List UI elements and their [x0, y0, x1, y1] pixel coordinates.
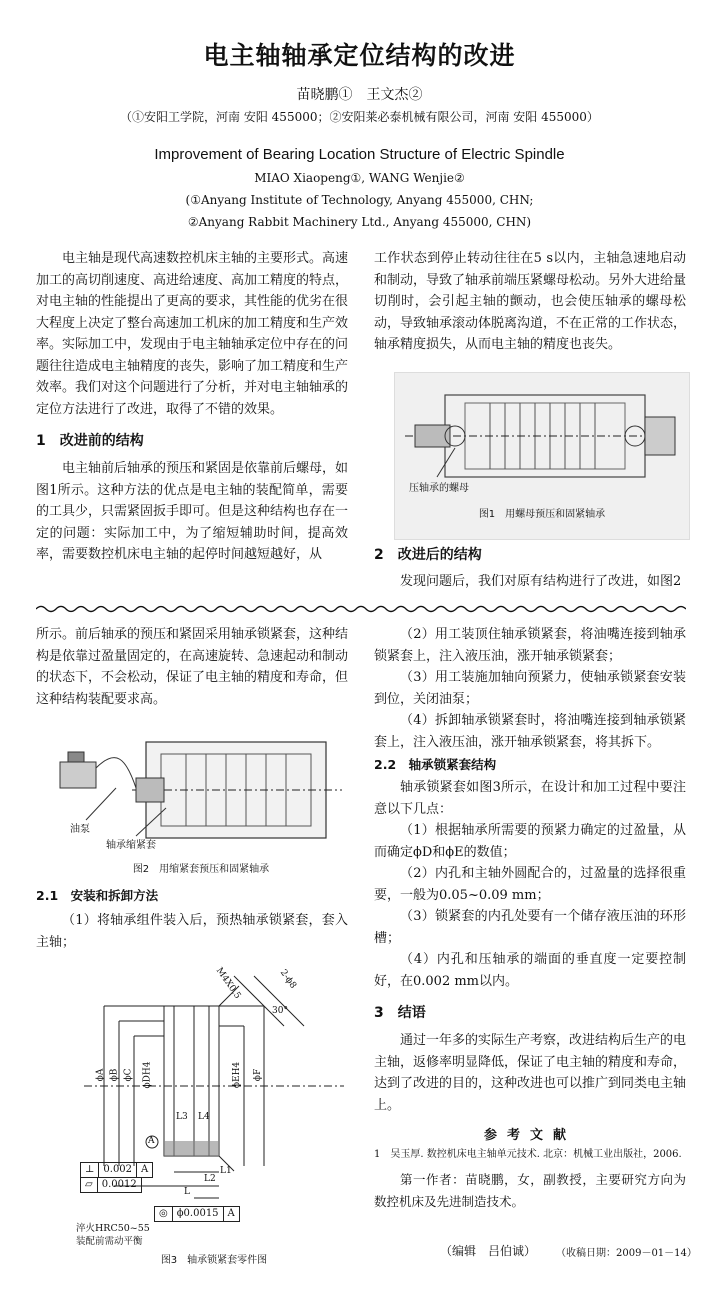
figure-3-caption: 图3 轴承锁紧套零件图 [160, 1255, 268, 1266]
tolerance-value: ϕ0.0015 [173, 1207, 224, 1221]
tolerance-frame-flatness [80, 1177, 142, 1193]
paper-title: 电主轴轴承定位结构的改进 [203, 41, 516, 70]
editor-note: （编辑 吕伯诚） [440, 1244, 537, 1258]
authors-en: MIAO Xiaopeng①, WANG Wenjie② [254, 171, 465, 185]
left-column-top [36, 248, 348, 566]
fig3-dim-L: L [184, 1187, 190, 1197]
affiliation-en-2: ②Anyang Rabbit Machinery Ltd., Anyang 455000, CHN) [187, 215, 532, 229]
fig3-dim-phiC: ϕC [123, 1068, 134, 1082]
fig3-dim-phiA: ϕA [95, 1068, 106, 1082]
tolerance-value: 0.002 [99, 1163, 137, 1177]
figure-1-caption: 图1 用螺母预压和固紧轴承 [478, 509, 606, 520]
section-2-1-heading: 2.1 安装和拆卸方法 [36, 888, 159, 903]
note-1: （1）根据轴承所需要的预紧力确定的过盈量，从而确定ϕD和ϕE的数值； [374, 823, 686, 860]
section-1-paragraph: 电主轴前后轴承的预压和紧固是依靠前后螺母，如图1所示。这种方法的优点是电主轴的装配简单，需要的工具少，只需紧固扳手即可。但是这种结构也存在一定的问题：实际加工中，为了缩短辅助时间，提高效率，需要数控机床电主轴的起停时间越短越好，从 [36, 461, 349, 562]
received-date: （收稿日期：2009－01－14） [556, 1248, 697, 1259]
tolerance-datum: A [227, 1208, 235, 1219]
fig3-dim-L3: L3 [176, 1112, 188, 1122]
fig3-dim-L2: L2 [204, 1174, 216, 1184]
tolerance-frame-concentricity [154, 1206, 240, 1222]
fig3-dim-L4: L4 [198, 1112, 210, 1122]
figure-1-label-nut: 压轴承的螺母 [409, 483, 469, 494]
figure-3 [74, 966, 354, 1266]
fig3-dim-phiEH4: ϕEH4 [232, 1061, 243, 1089]
flatness-icon: ▱ [81, 1178, 98, 1192]
fig3-dim-phiB: ϕB [109, 1068, 120, 1082]
fig3-dim-phiF: ϕF [253, 1068, 264, 1082]
right-column-bottom [374, 624, 686, 1212]
section-2-2-paragraph: 轴承锁紧套如图3所示，在设计和加工过程中要注意以下几点： [374, 780, 686, 817]
fig3-note-balance: 装配前需动平衡 [76, 1236, 143, 1247]
tolerance-frame-perpendicularity [80, 1162, 153, 1178]
affiliation-cn: （①安阳工学院，河南 安阳 455000；②安阳莱必泰机械有限公司，河南 安阳 455000） [120, 110, 599, 124]
fig3-dim-L1: L1 [220, 1166, 232, 1176]
authors-cn: 苗晓鹏① 王文杰② [296, 87, 423, 103]
figure-2-drawing [56, 728, 346, 852]
section-divider [36, 602, 686, 616]
tolerance-datum: A [141, 1164, 149, 1175]
section-3-paragraph: 通过一年多的实际生产考察，改进结构后生产的电主轴，返修率明显降低，保证了电主轴的精度和寿命，达到了改进的目的，这种改进也可以推广到同类电主轴上。 [374, 1033, 687, 1113]
fig3-dim-2phi8: 2-ϕ8 [277, 968, 298, 991]
step-3: （3）用工装施加轴向预紧力，使轴承锁紧套安装到位，关闭油泵； [374, 670, 686, 707]
fig3-note-hardening: 淬火HRC50~55 [76, 1223, 150, 1234]
concentricity-icon: ◎ [155, 1207, 173, 1221]
figure-2-label-pump: 油泵 [70, 824, 90, 835]
references-heading: 参考文献 [483, 1128, 576, 1143]
paper-title-en: Improvement of Bearing Location Structure of Electric Spindle [154, 146, 565, 163]
figure-2-caption: 图2 用缩紧套预压和固紧轴承 [132, 864, 270, 875]
section-1-heading: 1 改进前的结构 [36, 433, 144, 449]
intro-paragraph: 电主轴是现代高速数控机床主轴的主要形式。高速加工的高切削速度、高进给速度、高加工精度的特点，对电主轴的性能提出了更高的要求，其性能的优劣在很大程度上决定了整台高速加工机床的加工精度和生产效率。实际加工中，发现由于电主轴轴承定位中存在的问题往往造成电主轴精度的丧失，影响了加工精度和生产效率。我们对这个问题进行了分析，并对电主轴轴承的定位方法进行了改进，取得了不错的效果。 [36, 251, 349, 417]
right-column-top [374, 248, 686, 356]
note-4: （4）内孔和压轴承的端面的垂直度一定要控制好，在0.002 mm以内。 [374, 952, 686, 989]
figure-1 [394, 372, 690, 540]
tolerance-value: 0.0012 [101, 1179, 137, 1190]
perpendicularity-icon: ⊥ [81, 1163, 99, 1177]
fig3-dim-m4: M4X0.5 [213, 966, 243, 1001]
reference-1: 1 吴玉厚. 数控机床电主轴单元技术. 北京：机械工业出版社，2006. [374, 1149, 682, 1160]
author-note: 第一作者：苗晓鹏，女，副教授，主要研究方向为数控机床及先进制造技术。 [374, 1172, 686, 1209]
continued-paragraph-2: 所示。前后轴承的预压和紧固采用轴承锁紧套，这种结构是依靠过盈量固定的，在高速旋转、急速起动和制动的状态下，不会松动，保证了电主轴的精度和寿命，但这种结构装配要求高。 [36, 627, 349, 707]
note-2: （2）内孔和主轴外圆配合的，过盈量的选择很重要，一般为0.05~0.09 mm； [374, 866, 686, 903]
fig3-datum-A: A [148, 1136, 155, 1146]
step-4: （4）拆卸轴承锁紧套时，将油嘴连接到轴承锁紧套上，注入液压油，涨开轴承锁紧套，将其拆下。 [374, 713, 686, 750]
left-column-bottom [36, 624, 348, 710]
continued-paragraph: 工作状态到停止转动往往在5 s以内，主轴急速地启动和制动，导致了轴承前端压紧螺母松动。另外大进给量切削时，会引起主轴的颤动，也会使压轴承的螺母松动，导致轴承滚动体脱离沟道，不在正常的工作状态，轴承精度损失，从而电主轴的精度也丧失。 [374, 251, 687, 352]
section-2-paragraph: 发现问题后，我们对原有结构进行了改进，如图2 [400, 574, 682, 589]
section-2-2-heading: 2.2 轴承锁紧套结构 [374, 757, 497, 772]
section-2-1-step-1: （1）将轴承组件装入后，预热轴承锁紧套，套入主轴； [36, 913, 348, 950]
step-2: （2）用工装顶住轴承锁紧套，将油嘴连接到轴承锁紧套上，注入液压油，涨开轴承锁紧套； [374, 627, 686, 664]
left-column-sec21 [36, 886, 348, 953]
section-2-heading: 2 改进后的结构 [374, 547, 482, 563]
section-3-heading: 3 结语 [374, 1005, 426, 1021]
figure-2 [56, 728, 346, 878]
affiliation-en-1: (①Anyang Institute of Technology, Anyang 455000, CHN; [185, 193, 534, 207]
fig3-dim-phiDH4: ϕDH4 [142, 1061, 153, 1089]
figure-2-label-sleeve: 轴承缩紧套 [106, 840, 156, 851]
right-column-sec2 [374, 544, 686, 593]
fig3-dim-angle: 30° [272, 1006, 288, 1016]
note-3: （3）锁紧套的内孔处要有一个储存液压油的环形槽； [374, 909, 686, 946]
